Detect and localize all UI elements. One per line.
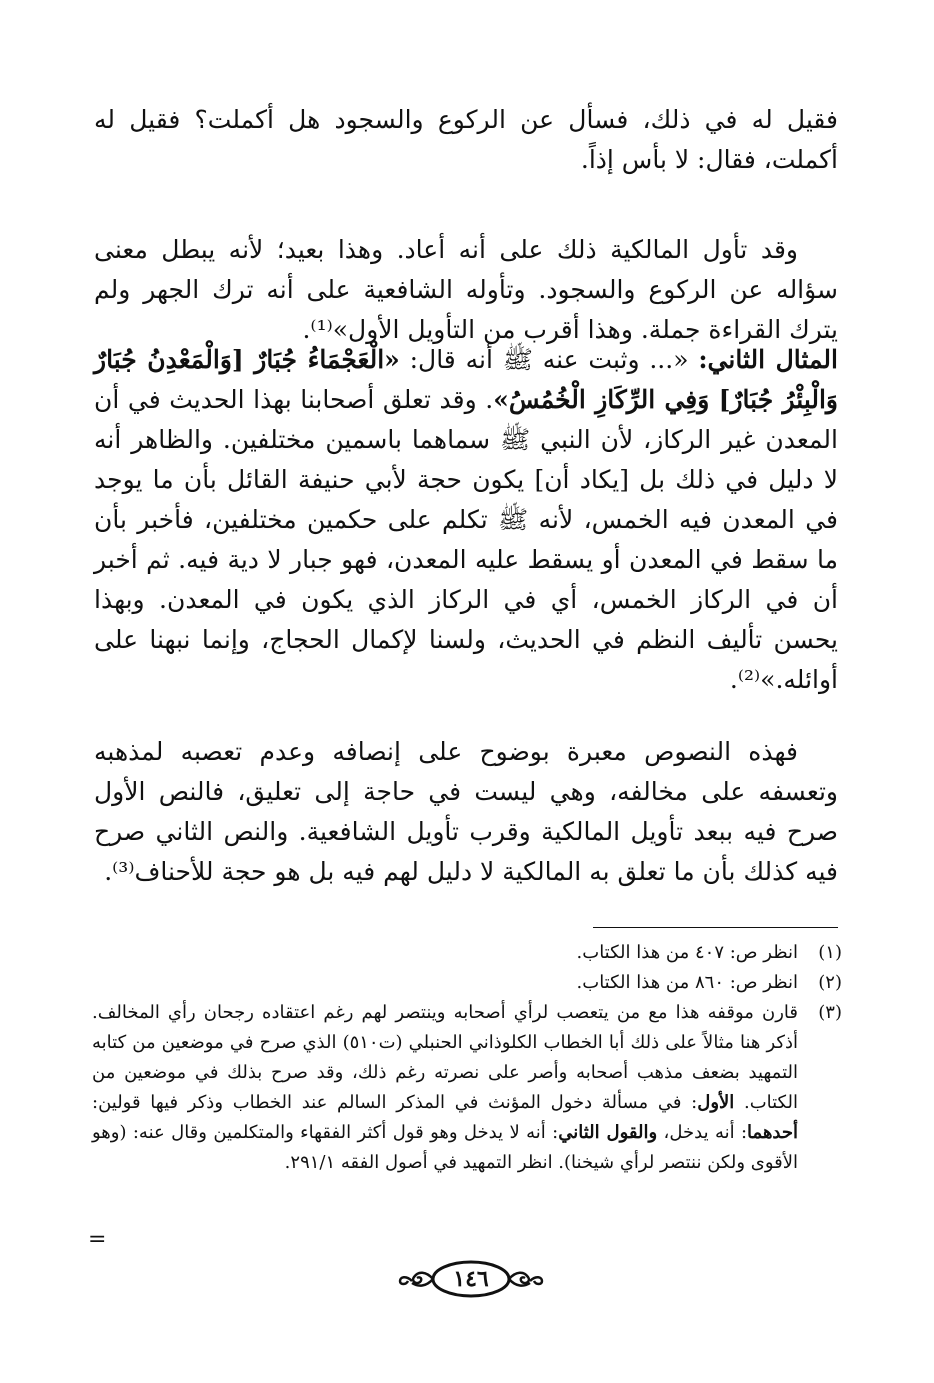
- footnote-2: [92, 968, 842, 998]
- paragraph-1: [94, 100, 838, 180]
- footnote-3-part-c: : أنه يدخل،: [657, 1122, 748, 1143]
- footnote-number: (٣): [818, 1002, 842, 1023]
- page-number-ornament: [396, 1257, 546, 1301]
- paragraph-3: [94, 340, 838, 700]
- footnote-number: (٢): [818, 972, 842, 993]
- footnote-3-part-a: قارن موقفه هذا مع من يتعصب لرأي أصحابه وينتصر لهم رغم اعتقاده رجحان رأي المخالف. أذكر هنا مثالاً على ذلك أبا الخطاب الكلوذاني الحنبلي (ت٥١٠) الذي صرح في موضعين من كتابه التمهيد بضعف مذهب أصحابه وأصر على نصرته رغم ذلك، وقد صرح بذلك في موضعين من الكتاب.: [92, 1002, 798, 1113]
- footnote-3-label-second: والقول الثاني: [558, 1122, 658, 1143]
- footnote-text: [92, 998, 798, 1178]
- footnote-3-label-one: أحدهما: [747, 1122, 799, 1143]
- footnote-separator: [593, 927, 838, 928]
- footnote-3-part-d: : أنه لا يدخل وهو قول أكثر الفقهاء والمتكلمين وقال عنه: (وهو الأقوى ولكن ننتصر لرأي شيخنا). انظر التمهيد في أصول الفقه ٢٩١/١.: [92, 1122, 798, 1173]
- footnote-text: انظر ص: ٨٦٠ من هذا الكتاب.: [576, 972, 798, 993]
- continuation-mark: =: [88, 1227, 107, 1252]
- footnote-number: (١): [818, 942, 842, 963]
- paragraph-3-intro: «... وثبت عنه ﷺ أنه قال:: [399, 345, 699, 374]
- paragraph-2-text: وقد تأول المالكية ذلك على أنه أعاد. وهذا بعيد؛ لأنه يبطل معنى سؤاله عن الركوع والسجود. وتأوله الشافعية على أنه ترك الجهر ولم يترك القراءة جملة. وهذا أقرب من التأويل الأول»⁽¹⁾.: [94, 235, 838, 344]
- footnote-1: [92, 938, 842, 968]
- footnotes: [92, 938, 842, 1178]
- footnote-3-part-b: : في مسألة دخول المؤنث في المذكر السالم عند الخطاب وذكر فيها قولين:: [92, 1092, 698, 1113]
- footnote-3-label-first: الأول: [697, 1092, 735, 1113]
- paragraph-3-text: . وقد تعلق أصحابنا بهذا الحديث في أن المعدن غير الركاز، لأن النبي ﷺ سماهما باسمين مختلفين. والظاهر أنه لا دليل في ذلك بل [يكاد أن] يكون حجة لأبي حنيفة القائل بأن ما يوجد في المعدن فيه الخمس، لأنه ﷺ تكلم على حكمين مختلفين، فأخبر بأن ما سقط في المعدن أو يسقط عليه المعدن، فهو جبار لا دية فيه. ثم أخبر أن في الركاز الخمس، أي في الركاز الذي يكون في المعدن. وبهذا يحسن تأليف النظم في الحديث، ولسنا لإكمال الحجاج، وإنما نبهنا على أوائله.»⁽²⁾.: [94, 385, 838, 694]
- paragraph-4-text: فهذه النصوص معبرة بوضوح على إنصافه وعدم تعصبه لمذهبه وتعسفه على مخالفه، وهي ليست في حاجة إلى تعليق، فالنص الأول صرح فيه ببعد تأويل المالكية وقرب تأويل الشافعية. والنص الثاني صرح فيه كذلك بأن ما تعلق به المالكية لا دليل لهم فيه بل هو حجة للأحناف⁽³⁾.: [94, 737, 838, 886]
- footnote-3: [92, 998, 842, 1178]
- paragraph-4: [94, 732, 838, 892]
- hadith-quote: «الْعَجْمَاءُ جُبَارٌ [وَالْمَعْدِنُ جُبَارٌ وَالْبِئْرُ جُبَارٌ] وَفِي الرِّكَازِ الْخُمُسُ»: [94, 345, 838, 414]
- example-label: المثال الثاني:: [698, 345, 838, 374]
- footnote-text: انظر ص: ٤٠٧ من هذا الكتاب.: [576, 942, 798, 963]
- paragraph-1-text: فقيل له في ذلك، فسأل عن الركوع والسجود هل أكملت؟ فقيل له أكملت، فقال: لا بأس إذاً.: [94, 105, 838, 174]
- paragraph-2: [94, 230, 838, 350]
- page-number: ١٤٦: [453, 1266, 489, 1292]
